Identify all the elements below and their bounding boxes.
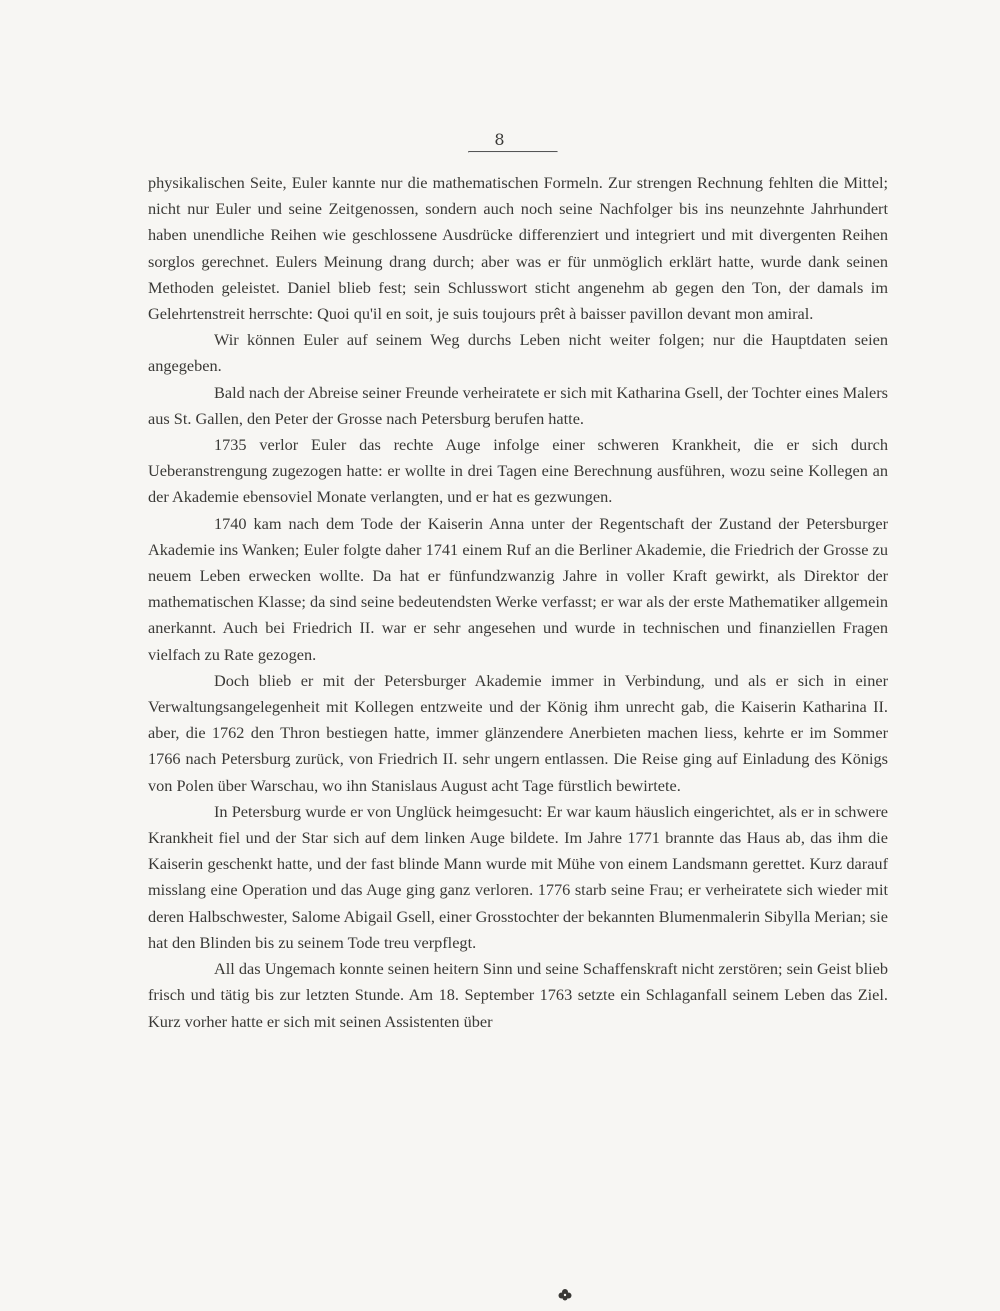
- paragraph: All das Ungemach konnte seinen heitern Sinn und seine Schaffenskraft nicht zerstören; sein Geist blieb frisch und tätig bis zur letzten Stunde. Am 18. September 1763 setzte ein Schlaganfall seinem Leben das Ziel. Kurz vorher hatte er sich mit seinen Assistenten über: [148, 959, 888, 1031]
- page-number: 8: [494, 130, 506, 149]
- flower-ornament-icon: [558, 1288, 572, 1302]
- paragraph: physikalischen Seite, Euler kannte nur die mathematischen Formeln. Zur strengen Rechnung fehlten die Mittel; nicht nur Euler und seine Zeitgenossen, sondern auch noch seine Nachfolger bis ins neunzehnte Jahrhundert haben unendliche Reihen wie geschlossene Ausdrücke differenziert und integriert und mit divergenten Reihen sorglos gerechnet. Eulers Meinung drang durch; aber was er für unmöglich erklärt hatte, wurde dank seinen Methoden geleistet. Daniel blieb fest; sein Schlusswort sticht angenehm ab gegen den Ton, der damals im Gelehrtenstreit herrschte: Quoi qu'il en soit, je suis toujours prêt à baisser pavillon devant mon amiral.: [148, 173, 888, 324]
- header-rule: [468, 151, 558, 153]
- body-text: [148, 170, 888, 1035]
- paragraph: In Petersburg wurde er von Unglück heimgesucht: Er war kaum häuslich eingerichtet, als er in schwere Krankheit fiel und der Star sich auf dem linken Auge bildete. Im Jahre 1771 brannte das Haus ab, das ihm die Kaiserin geschenkt hatte, und der fast blinde Mann wurde mit Mühe von einem Landsmann gerettet. Kurz darauf misslang eine Operation und das Auge ging ganz verloren. 1776 starb seine Frau; er verheiratete sich wieder mit deren Halbschwester, Salome Abigail Gsell, einer Grosstochter der bekannten Blumenmalerin Sibylla Merian; sie hat den Blinden bis zu seinem Tode treu verpflegt.: [148, 801, 888, 952]
- paragraph: 1740 kam nach dem Tode der Kaiserin Anna unter der Regentschaft der Zustand der Petersburger Akademie ins Wanken; Euler folgte daher 1741 einem Ruf an die Berliner Akademie, die Friedrich der Grosse zu neuem Leben erwecken wollte. Da hat er fünfundzwanzig Jahre in voller Kraft gewirkt, als Direktor der mathematischen Klasse; da sind seine bedeutendsten Werke verfasst; er war als der erste Mathematiker allgemein anerkannt. Auch bei Friedrich II. war er sehr angesehen und wurde in technischen und finanziellen Fragen vielfach zu Rate gezogen.: [148, 513, 888, 664]
- paragraph: Doch blieb er mit der Petersburger Akademie immer in Verbindung, und als er sich in einer Verwaltungsangelegenheit mit Kollegen entzweite und der König ihm unrecht gab, die Kaiserin Katharina II. aber, die 1762 den Thron bestiegen hatte, immer glänzendere Anerbieten machen liess, kehrte er im Sommer 1766 nach Petersburg zurück, von Friedrich II. sehr ungern entlassen. Die Reise ging auf Einladung des Königs von Polen über Warschau, wo ihn Stanislaus August acht Tage fürstlich bewirtete.: [148, 670, 888, 795]
- paragraph: 1735 verlor Euler das rechte Auge infolge einer schweren Krankheit, die er sich durch Ueberanstrengung zugezogen hatte: er wollte in drei Tagen eine Berechnung ausführen, wozu seine Kollegen an der Akademie ebensoviel Monate verlangten, und er hat es gezwungen.: [148, 435, 888, 507]
- paragraph: Bald nach der Abreise seiner Freunde verheiratete er sich mit Katharina Gsell, der Tochter eines Malers aus St. Gallen, den Peter der Grosse nach Petersburg berufen hatte.: [148, 382, 888, 428]
- paragraph: Wir können Euler auf seinem Weg durchs Leben nicht weiter folgen; nur die Hauptdaten seien angegeben.: [148, 330, 888, 376]
